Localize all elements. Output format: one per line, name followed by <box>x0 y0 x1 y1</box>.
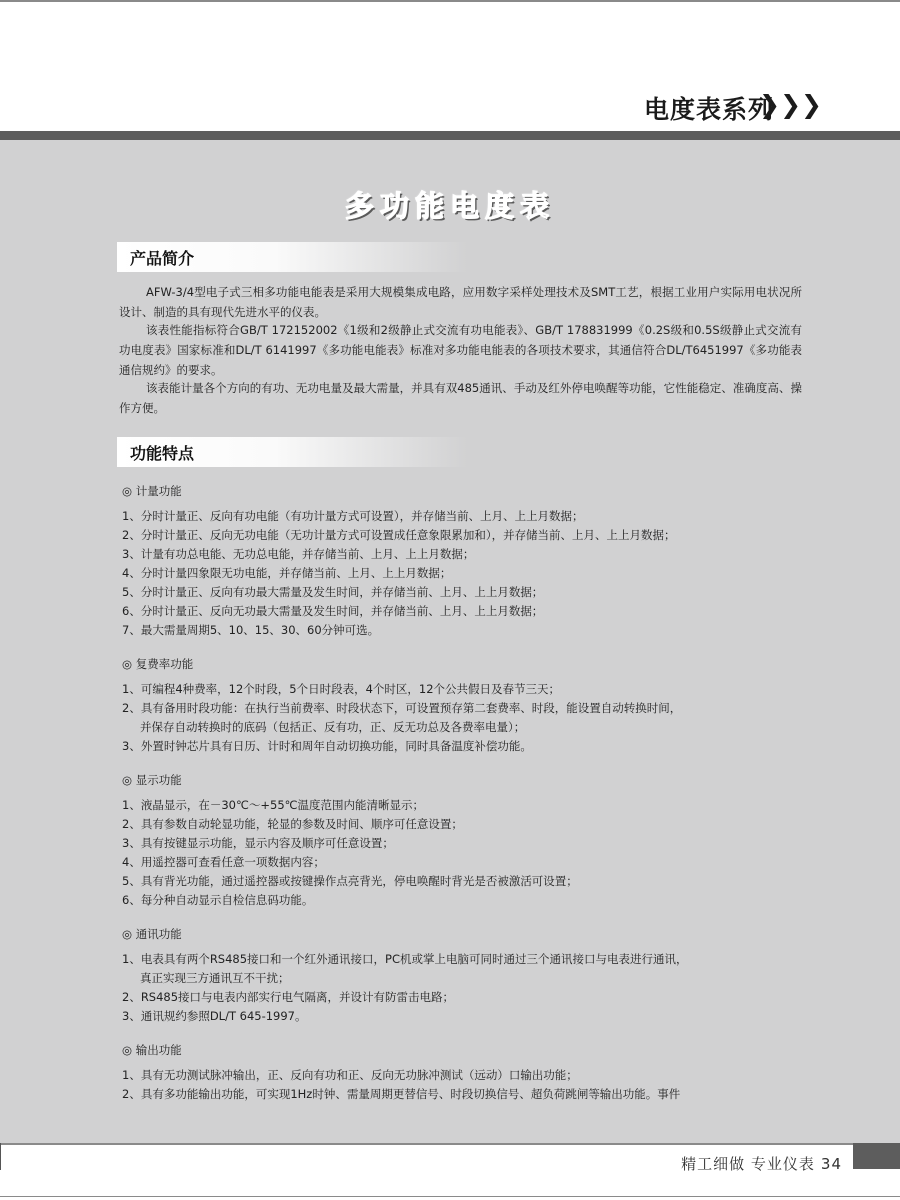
list-item: 2、分时计量正、反向无功电能（无功计量方式可设置成任意象限累加和），并存储当前、上月、上上月数据； <box>122 528 676 542</box>
list-item: 4、用遥控器可查看任意一项数据内容； <box>122 855 325 869</box>
intro-paragraph-1: AFW-3/4型电子式三相多功能电能表是采用大规模集成电路，应用数字采样处理技术及SMT工艺，根据工业用户实际用电状况所设计、制造的具有现代先进水平的仪表。 <box>119 285 802 319</box>
footer-rule <box>0 1143 900 1145</box>
chevron-right-icon: ❯❯❯ <box>759 90 822 119</box>
list-item: 1、可编程4种费率，12个时段，5个日时段表，4个时区，12个公共假日及春节三天； <box>122 682 561 696</box>
page-header <box>0 2 900 132</box>
section-heading-features <box>117 437 467 467</box>
list-item: 1、具有无功测试脉冲输出，正、反向有功和正、反向无功脉冲测试（远动）口输出功能； <box>122 1068 578 1082</box>
list-item: 1、分时计量正、反向有功电能（有功计量方式可设置），并存储当前、上月、上上月数据； <box>122 509 584 523</box>
footer-left-line <box>0 1143 1 1170</box>
feature-group-communication <box>122 925 822 1026</box>
main-panel <box>0 140 900 1143</box>
series-title-text: 电度表系列 <box>643 95 774 124</box>
list-item: 2、具有参数自动轮显功能，轮显的参数及时间、顺序可任意设置； <box>122 817 463 831</box>
list-item: 3、外置时钟芯片具有日历、计时和周年自动切换功能，同时具备温度补偿功能。 <box>122 739 532 753</box>
list-item: 真正实现三方通讯互不干扰； <box>140 971 290 985</box>
feature-group-output <box>122 1041 822 1104</box>
list-item: 并保存自动转换时的底码（包括正、反有功，正、反无功总及各费率电量）； <box>140 720 526 734</box>
list-item: 4、分时计量四象限无功电能，并存储当前、上月、上上月数据； <box>122 566 452 580</box>
page-title: 多功能电度表 <box>344 189 555 223</box>
section-heading-features-label: 功能特点 <box>130 444 195 463</box>
bottom-rule <box>0 1196 900 1197</box>
features-list <box>122 482 822 1119</box>
feature-group-multi-rate <box>122 655 822 756</box>
intro-paragraph-3: 该表能计量各个方向的有功、无功电量及最大需量，并具有双485通讯、手动及红外停电唤醒等功能，它性能稳定、准确度高、操作方便。 <box>119 381 802 415</box>
list-item: 5、具有背光功能，通过遥控器或按键操作点亮背光，停电唤醒时背光是否被激活可设置； <box>122 874 578 888</box>
header-bar <box>0 131 900 140</box>
section-heading-intro <box>117 242 467 272</box>
feature-group-title: ◎ 输出功能 <box>122 1043 182 1057</box>
list-item: 7、最大需量周期5、10、15、30、60分钟可选。 <box>122 623 380 637</box>
page-number: 34 <box>820 1155 842 1173</box>
page-footer <box>0 1143 900 1200</box>
list-item: 2、RS485接口与电表内部实行电气隔离，并设计有防雷击电路； <box>122 990 455 1004</box>
list-item: 1、液晶显示，在－30℃～+55℃温度范围内能清晰显示； <box>122 798 425 812</box>
footer-block <box>853 1143 900 1169</box>
series-title <box>644 90 774 126</box>
list-item: 3、具有按键显示功能，显示内容及顺序可任意设置； <box>122 836 394 850</box>
footer-text <box>681 1153 842 1174</box>
feature-group-title: ◎ 复费率功能 <box>122 657 194 671</box>
feature-group-title: ◎ 显示功能 <box>122 773 182 787</box>
list-item: 6、分时计量正、反向无功最大需量及发生时间，并存储当前、上月、上上月数据； <box>122 604 544 618</box>
list-item: 3、通讯规约参照DL/T 645-1997。 <box>122 1009 307 1023</box>
list-item: 2、具有多功能输出功能，可实现1Hz时钟、需量周期更替信号、时段切换信号、超负荷跳闸等输出功能。事件 <box>122 1087 681 1101</box>
section-heading-intro-label: 产品简介 <box>130 249 195 268</box>
intro-paragraph-2: 该表性能指标符合GB/T 172152002《1级和2级静止式交流有功电能表》、GB/T 178831999《0.2S级和0.5S级静止式交流有功电度表》国家标准和DL/T 6141997《多功能电能表》标准对多功能电能表的各项技术要求，其通信符合DL/T6451997《多功能表通信规约》的要求。 <box>119 323 802 377</box>
footer-slogan: 精工细做 专业仪表 <box>681 1155 815 1173</box>
list-item: 3、计量有功总电能、无功总电能，并存储当前、上月、上上月数据； <box>122 547 475 561</box>
feature-group-display <box>122 771 822 910</box>
feature-group-metering <box>122 482 822 640</box>
feature-group-title: ◎ 计量功能 <box>122 484 182 498</box>
list-item: 2、具有备用时段功能：在执行当前费率、时段状态下，可设置预存第二套费率、时段，能设置自动转换时间， <box>122 701 682 715</box>
list-item: 5、分时计量正、反向有功最大需量及发生时间，并存储当前、上月、上上月数据； <box>122 585 544 599</box>
list-item: 6、每分种自动显示自检信息码功能。 <box>122 893 314 907</box>
list-item: 1、电表具有两个RS485接口和一个红外通讯接口，PC机或掌上电脑可同时通过三个通讯接口与电表进行通讯， <box>122 952 688 966</box>
feature-group-title: ◎ 通讯功能 <box>122 927 182 941</box>
